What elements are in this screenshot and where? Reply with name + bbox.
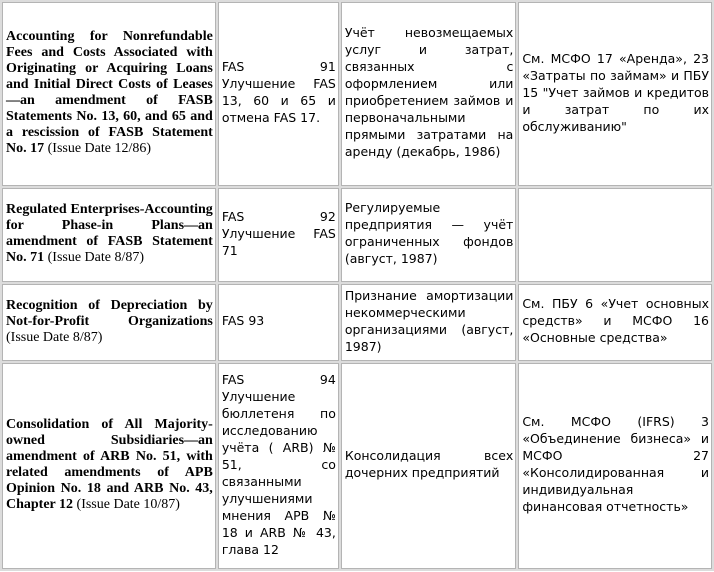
russian-title-cell [341,284,516,361]
reference-text: См. МСФО 17 «Аренда», 23 «Затраты по займам» и ПБУ 15 "Учет займов и кредитов и затрат по их обслуживанию" [522,50,709,134]
fas-cell [218,2,339,186]
standard-title-cell [2,363,216,569]
reference-cell [518,363,712,569]
standard-title: Recognition of Depreciation by Not-for-Profit Organizations [6,297,213,329]
reference-cell [518,188,712,282]
standard-title-cell [2,284,216,361]
issue-date: (Issue Date 8/87) [47,250,145,266]
russian-title: Регулируемые предприятия — учёт ограниченных фондов (август, 1987) [344,200,514,267]
issue-date: (Issue Date 8/87) [6,329,103,345]
standard-title-cell [2,2,216,186]
standard-title: Accounting for Nonrefundable Fees and Costs Associated with Originating or Acquiring Loans and Initial Direct Costs of Leases—an amendment of FASB Statements No. 13, 60, and 65 and a rescission of FASB Statement No. 17 [6,29,213,157]
fas-text: FAS 91 Улучшение FAS 13, 60 и 65 и отмена FAS 17. [221,59,336,126]
standard-title: Regulated Enterprises-Accounting for Phase-in Plans—an amendment of FASB Statement No. 71 [6,202,213,266]
reference-text: См. МСФО (IFRS) 3 «Объединение бизнеса» и МСФО 27 «Консолидированная и индивидуальная финансовая отчетность» [522,414,709,515]
issue-date: (Issue Date 10/87) [76,497,180,513]
russian-title-cell [341,2,516,186]
standard-title-cell [2,188,216,282]
fas-text: FAS 92 Улучшение FAS 71 [221,208,336,258]
fas-cell [218,188,339,282]
fas-cell [218,363,339,569]
russian-title-cell [341,363,516,569]
russian-title: Признание амортизации некоммерческими организациями (август, 1987) [344,287,514,354]
reference-cell [518,2,712,186]
reference-text: См. ПБУ 6 «Учет основных средств» и МСФО 16 «Основные средства» [522,296,709,346]
russian-title-cell [341,188,516,282]
fas-text: FAS 94 Улучшение бюллетеня по исследованию учёта ( ARB) № 51, со связанными улучшениями мнения APB № 18 и ARB № 43, глава 12 [221,371,336,557]
fas-cell [218,284,339,361]
table-row [2,363,712,569]
reference-cell [518,284,712,361]
issue-date: (Issue Date 12/86) [47,141,152,157]
standard-title: Consolidation of All Majority-owned Subsidiaries—an amendment of ARB No. 51, with related amendments of APB Opinion No. 18 and ARB No. 43, Chapter 12 [6,417,213,513]
table-row [2,188,712,282]
russian-title: Консолидация всех дочерних предприятий [344,448,514,481]
table-row [2,2,712,186]
fas-text: FAS 93 [221,313,265,329]
table-row [2,284,712,361]
russian-title: Учёт невозмещаемых услуг и затрат, связанных с оформлением или приобретением займов и первоначальными прямыми затратами на аренду (декабрь, 1986) [344,25,514,160]
